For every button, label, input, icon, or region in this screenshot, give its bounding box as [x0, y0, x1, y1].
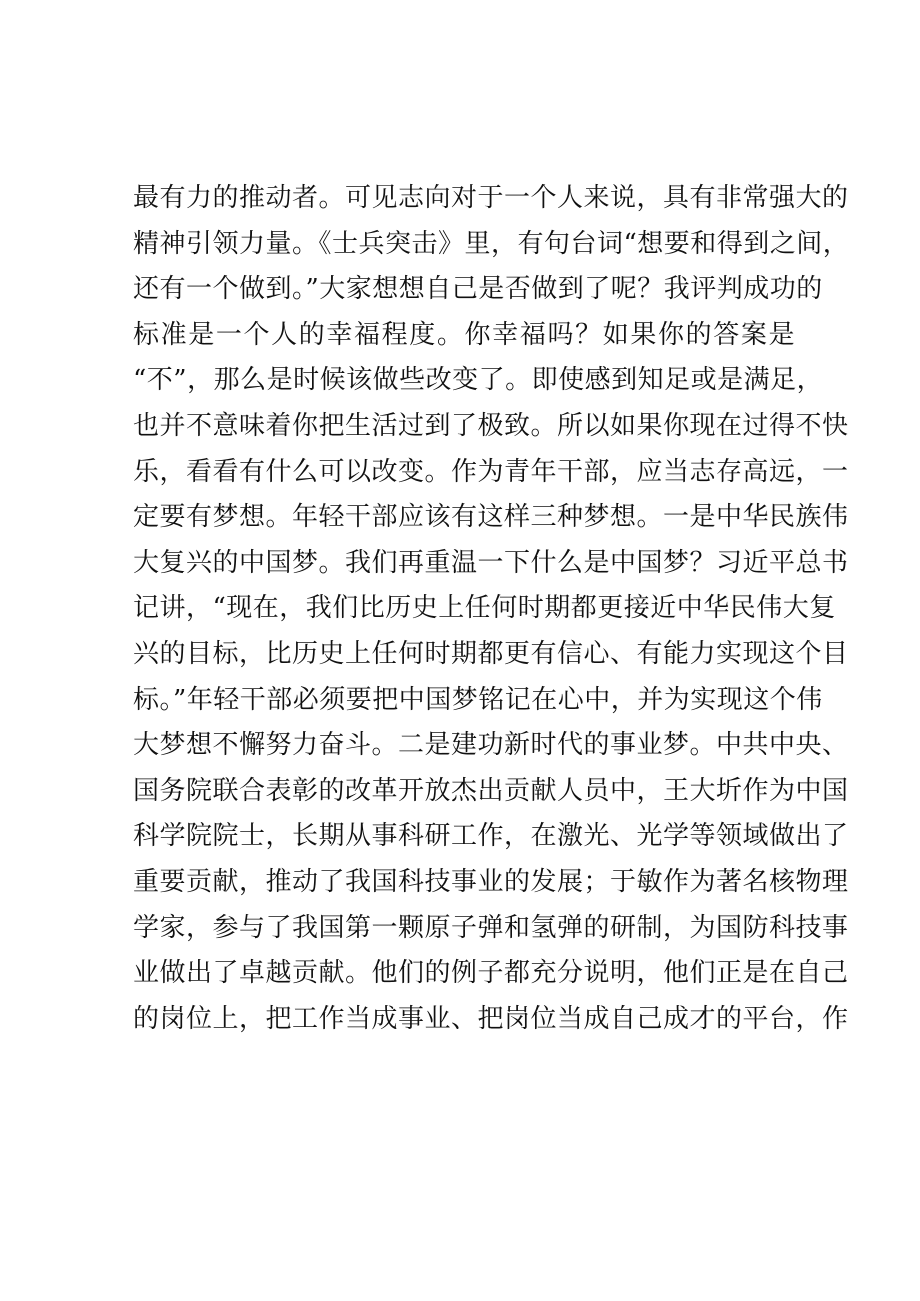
- text-line: 标准是一个人的幸福程度。你幸福吗？如果你的答案是: [133, 319, 795, 350]
- text-line: 记讲，“现在，我们比历史上任何时期都更接近中华民伟大复: [133, 593, 836, 624]
- text-line: 国务院联合表彰的改革开放杰出贡献人员中，王大圻作为中国: [133, 775, 849, 806]
- text-line: 的岗位上，把工作当成事业、把岗位当成自己成才的平台，作: [133, 1003, 849, 1034]
- text-line: 重要贡献，推动了我国科技事业的发展；于敏作为著名核物理: [133, 866, 849, 897]
- text-line: 也并不意味着你把生活过到了极致。所以如果你现在过得不快: [133, 410, 849, 441]
- text-line: 精神引领力量。《士兵突击》里，有句台词“想要和得到之间，: [133, 228, 850, 259]
- text-line: 兴的目标，比历史上任何时期都更有信心、有能力实现这个目: [133, 638, 849, 669]
- text-line: 最有力的推动者。可见志向对于一个人来说，具有非常强大的: [133, 183, 849, 213]
- text-line: 还有一个做到。”大家想想自己是否做到了呢？我评判成功的: [133, 274, 823, 305]
- text-line: 乐，看看有什么可以改变。作为青年干部，应当志存高远，一: [133, 456, 849, 487]
- text-line: 定要有梦想。年轻干部应该有这样三种梦想。一是中华民族伟: [133, 502, 849, 533]
- text-line: 科学院院士，长期从事科研工作，在激光、光学等领域做出了: [133, 821, 849, 852]
- text-line: 业做出了卓越贡献。他们的例子都充分说明，他们正是在自己: [133, 958, 849, 989]
- text-line: 大复兴的中国梦。我们再重温一下什么是中国梦？习近平总书: [133, 547, 849, 578]
- text-line: 学家，参与了我国第一颗原子弹和氢弹的研制，为国防科技事: [133, 912, 849, 943]
- text-line: 大梦想不懈努力奋斗。二是建功新时代的事业梦。中共中央、: [133, 730, 849, 761]
- body-text: [133, 176, 850, 1042]
- text-line: “不”，那么是时候该做些改变了。即使感到知足或是满足，: [133, 365, 824, 396]
- text-line: 标。”年轻干部必须要把中国梦铭记在心中，并为实现这个伟: [133, 684, 823, 715]
